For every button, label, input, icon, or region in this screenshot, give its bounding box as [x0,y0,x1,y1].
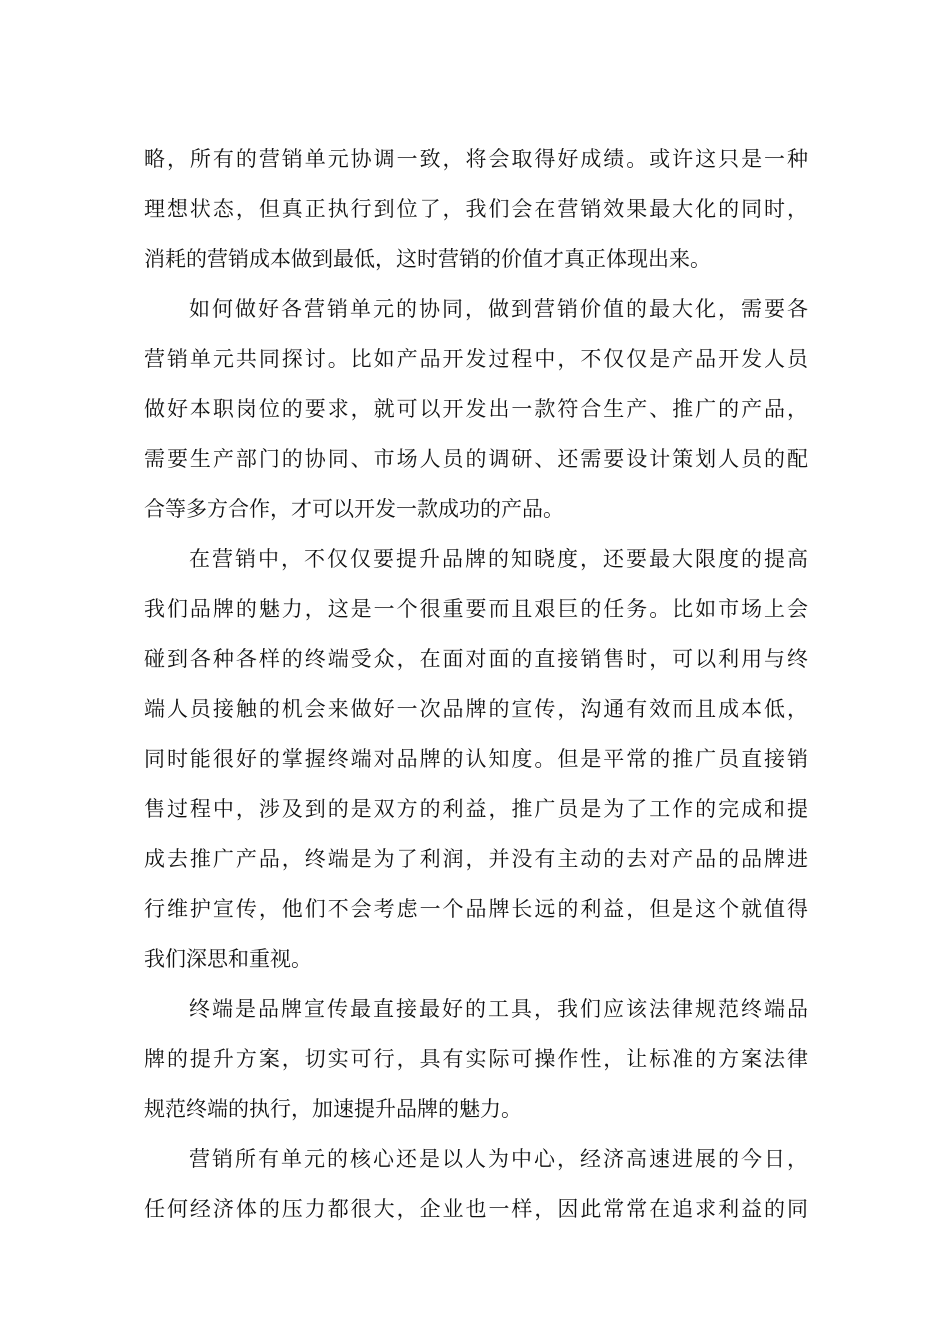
paragraph-3 [144,534,808,984]
text-line: 终端是品牌宣传最直接最好的工具，我们应该法律规范终端品 [189,997,808,1021]
text-line: 任何经济体的压力都很大，企业也一样，因此常常在追求利益的同 [144,1197,808,1221]
paragraph-2 [144,284,808,534]
text-line: 营销所有单元的核心还是以人为中心，经济高速进展的今日， [189,1147,808,1171]
text-line: 如何做好各营销单元的协同，做到营销价值的最大化，需要各 [189,297,808,321]
text-line: 在营销中，不仅仅要提升品牌的知晓度，还要最大限度的提高 [189,547,808,571]
text-line: 行维护宣传，他们不会考虑一个品牌长远的利益，但是这个就值得 [144,897,808,921]
text-line: 理想状态，但真正执行到位了，我们会在营销效果最大化的同时， [144,197,808,221]
text-line: 需要生产部门的协同、市场人员的调研、还需要设计策划人员的配 [144,447,808,471]
text-line: 营销单元共同探讨。比如产品开发过程中，不仅仅是产品开发人员 [144,347,808,371]
paragraph-5 [144,1134,808,1234]
text-line: 合等多方合作，才可以开发一款成功的产品。 [144,497,564,521]
text-line: 同时能很好的掌握终端对品牌的认知度。但是平常的推广员直接销 [144,747,808,771]
text-line: 售过程中，涉及到的是双方的利益，推广员是为了工作的完成和提 [144,797,808,821]
text-line: 牌的提升方案，切实可行，具有实际可操作性，让标准的方案法律 [144,1047,808,1071]
text-line: 消耗的营销成本做到最低，这时营销的价值才真正体现出来。 [144,247,711,271]
body-text [144,134,808,1234]
text-line: 我们深思和重视。 [144,947,312,971]
text-line: 碰到各种各样的终端受众，在面对面的直接销售时，可以利用与终 [144,647,808,671]
paragraph-4 [144,984,808,1134]
paragraph-1 [144,134,808,284]
text-line: 端人员接触的机会来做好一次品牌的宣传，沟通有效而且成本低， [144,697,808,721]
text-line: 规范终端的执行，加速提升品牌的魅力。 [144,1097,522,1121]
text-line: 我们品牌的魅力，这是一个很重要而且艰巨的任务。比如市场上会 [144,597,808,621]
text-line: 做好本职岗位的要求，就可以开发出一款符合生产、推广的产品， [144,397,808,421]
text-line: 略，所有的营销单元协调一致，将会取得好成绩。或许这只是一种 [144,147,808,171]
text-line: 成去推广产品，终端是为了利润，并没有主动的去对产品的品牌进 [144,847,808,871]
